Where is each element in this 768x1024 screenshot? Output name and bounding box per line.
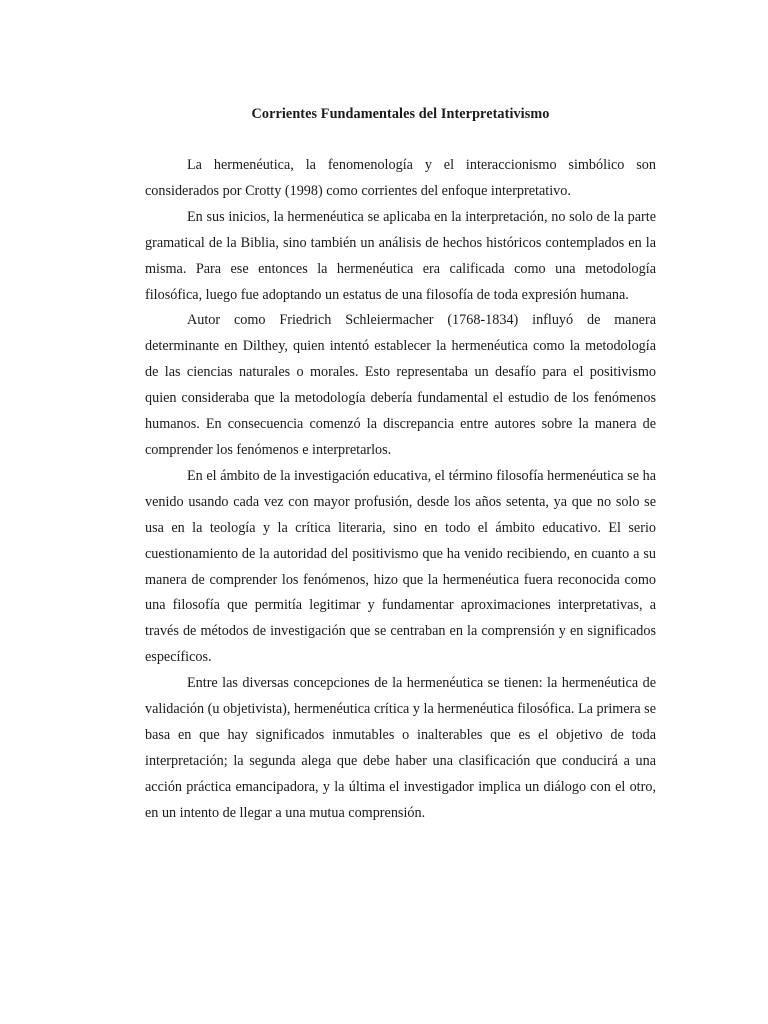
paragraph-schleiermacher: Autor como Friedrich Schleiermacher (1768-1834) influyó de manera determinante en Dilthey, quien intentó establecer la hermenéutica como la metodología de las ciencias naturales o morales. Esto representaba un desafío para el positivismo quien consideraba que la metodología debería fundamental el estudio de los fenómenos humanos. En consecuencia comenzó la discrepancia entre autores sobre la manera de comprender los fenómenos e interpretarlos. — [145, 312, 656, 458]
document-body — [145, 153, 656, 827]
document-title: Corrientes Fundamentales del Interpretativismo — [251, 106, 550, 122]
paragraph-conceptions: Entre las diversas concepciones de la hermenéutica se tienen: la hermenéutica de validación (u objetivista), hermenéutica crítica y la hermenéutica filosófica. La primera se basa en que hay significados inmutables o inalterables que es el objetivo de toda interpretación; la segunda alega que debe haber una clasificación que conducirá a una acción práctica emancipadora, y la última el investigador implica un diálogo con el otro, en un intento de llegar a una mutua comprensión. — [145, 675, 656, 821]
paragraph-educational-research: En el ámbito de la investigación educativa, el término filosofía hermenéutica se ha venido usando cada vez con mayor profusión, desde los años setenta, ya que no solo se usa en la teología y la crítica literaria, sino en todo el ámbito educativo. El serio cuestionamiento de la autoridad del positivismo que ha venido recibiendo, en cuanto a su manera de comprender los fenómenos, hizo que la hermenéutica fuera reconocida como una filosofía que permitía legitimar y fundamentar aproximaciones interpretativas, a través de métodos de investigación que se centraban en la comprensión y en significados específicos. — [145, 467, 656, 666]
paragraph-origins: En sus inicios, la hermenéutica se aplicaba en la interpretación, no solo de la parte gramatical de la Biblia, sino también un análisis de hechos históricos contemplados en la misma. Para ese entonces la hermenéutica era calificada como una metodología filosófica, luego fue adoptando un estatus de una filosofía de toda expresión humana. — [145, 208, 656, 303]
paragraph-intro: La hermenéutica, la fenomenología y el interaccionismo simbólico son considerados por Crotty (1998) como corrientes del enfoque interpretativo. — [145, 157, 656, 199]
